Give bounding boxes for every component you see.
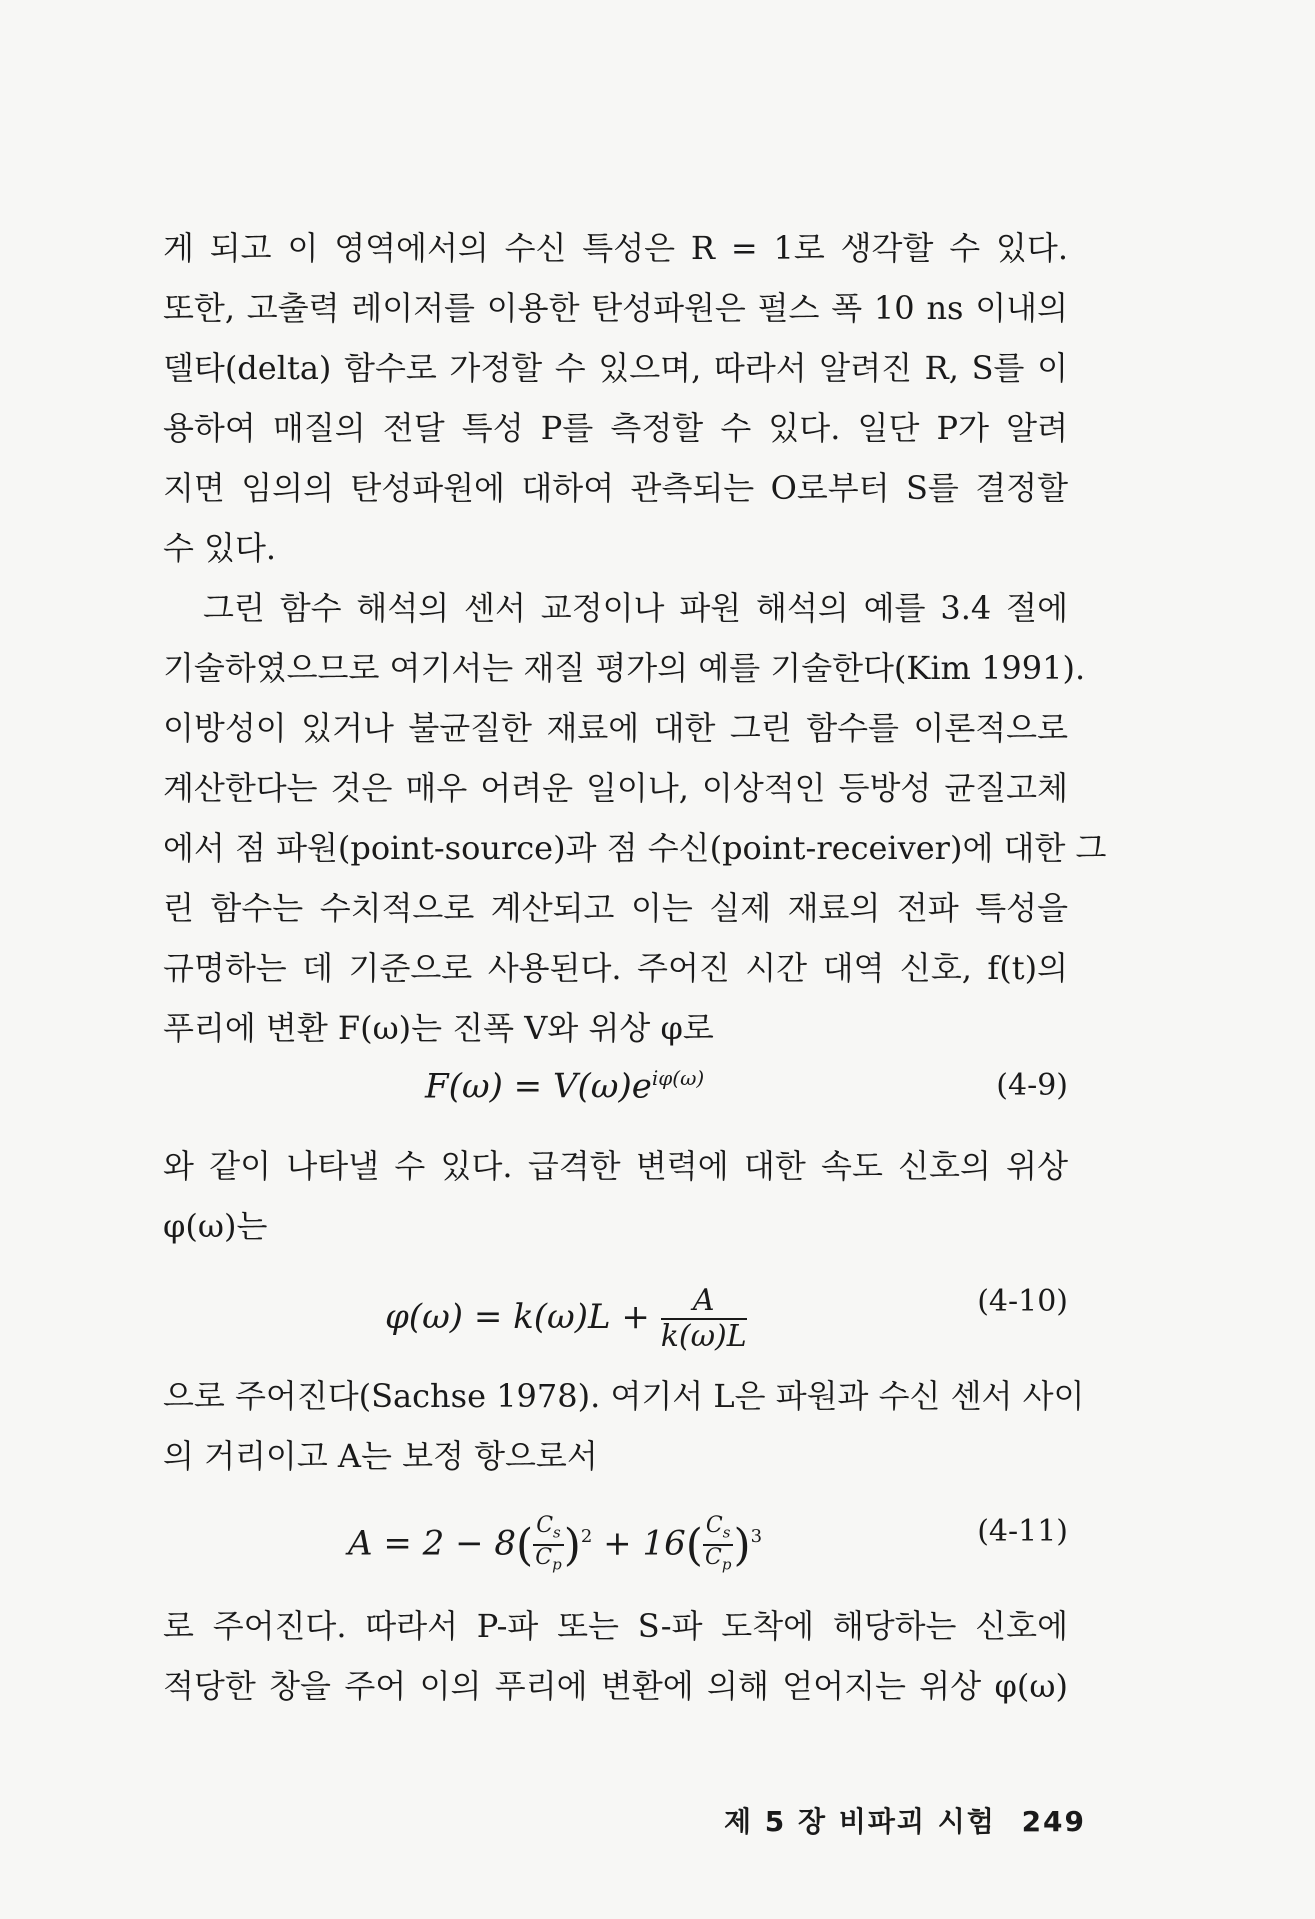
- text-line: 적당한 창을 주어 이의 푸리에 변환에 의해 얻어지는 위상 φ(ω): [163, 1667, 1068, 1705]
- text-line: 와 같이 나타낼 수 있다. 급격한 변력에 대한 속도 신호의 위상: [163, 1147, 1068, 1185]
- text-line: 로 주어진다. 따라서 P-파 또는 S-파 도착에 해당하는 신호에: [163, 1607, 1068, 1645]
- equation-expression: A = 2 − 8( $\frac{C_s}{C_p}$ )$^2$ + 16( $\frac{C_s}{C_p}$ )$^3$: [348, 1513, 763, 1574]
- text-line: 기술하였으므로 여기서는 재질 평가의 예를 기술한다(Kim 1991).: [163, 649, 1086, 687]
- text-line: φ(ω)는: [163, 1207, 268, 1245]
- body-text: [163, 218, 1107, 1716]
- text-line: 또한, 고출력 레이저를 이용한 탄성파원은 펄스 폭 10 ns 이내의: [163, 289, 1068, 327]
- text-line: 규명하는 데 기준으로 사용된다. 주어진 시간 대역 신호, f(t)의: [163, 949, 1068, 987]
- equation-number: (4-11): [977, 1514, 1068, 1549]
- text-line: 에서 점 파원(point-source)과 점 수신(point-receiver)에 대한 그: [163, 829, 1107, 867]
- chapter-title: 제 5 장 비파괴 시험: [724, 1805, 996, 1838]
- text-line: 으로 주어진다(Sachse 1978). 여기서 L은 파원과 수신 센서 사이: [163, 1377, 1085, 1415]
- text-line: 그린 함수 해석의 센서 교정이나 파원 해석의 예를 3.4 절에: [203, 589, 1068, 627]
- text-line: 의 거리이고 A는 보정 항으로서: [163, 1437, 598, 1475]
- equation-number: (4-9): [996, 1068, 1068, 1103]
- equation-4-11: [163, 1486, 1068, 1596]
- equation-expression: $F(\omega) = V(\omega)e^{i\varphi(\omega)}$: [425, 1066, 705, 1107]
- equation-4-9: [163, 1058, 1068, 1136]
- equation-number: (4-10): [977, 1284, 1068, 1319]
- equation-4-10: [163, 1256, 1068, 1366]
- text-line: 용하여 매질의 전달 특성 P를 측정할 수 있다. 일단 P가 알려: [163, 409, 1068, 447]
- page-number: 249: [1021, 1805, 1087, 1838]
- text-line: 지면 임의의 탄성파원에 대하여 관측되는 O로부터 S를 결정할: [163, 469, 1068, 507]
- equation-expression: φ(ω) = k(ω)L + $\frac{A}{k(\omega)L}$: [385, 1283, 747, 1354]
- text-line: 계산한다는 것은 매우 어려운 일이나, 이상적인 등방성 균질고체: [163, 769, 1068, 807]
- text-line: 게 되고 이 영역에서의 수신 특성은 R = 1로 생각할 수 있다.: [163, 229, 1068, 267]
- text-line: 린 함수는 수치적으로 계산되고 이는 실제 재료의 전파 특성을: [163, 889, 1068, 927]
- page-footer: [724, 1800, 1086, 1840]
- text-line: 수 있다.: [163, 529, 277, 567]
- text-line: 푸리에 변환 F(ω)는 진폭 V와 위상 φ로: [163, 1009, 714, 1047]
- text-line: 이방성이 있거나 불균질한 재료에 대한 그린 함수를 이론적으로: [163, 709, 1068, 747]
- text-line: 델타(delta) 함수로 가정할 수 있으며, 따라서 알려진 R, S를 이: [163, 349, 1068, 387]
